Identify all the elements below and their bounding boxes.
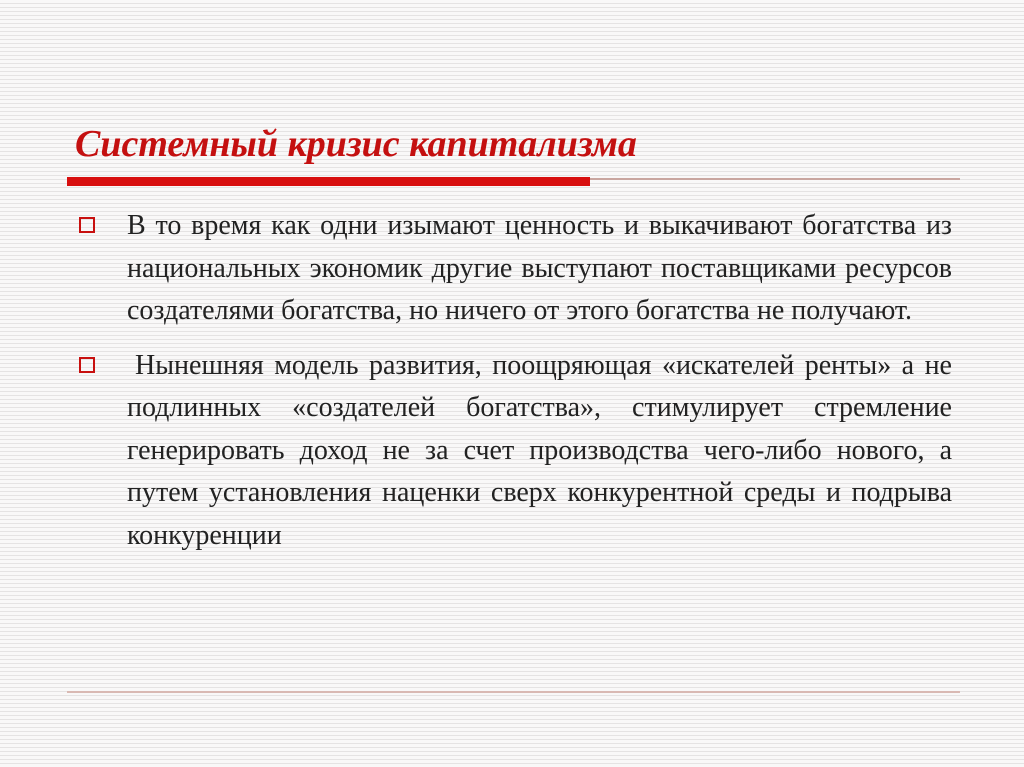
title-underline-rule [590, 178, 960, 180]
title-underline-bar [67, 177, 590, 186]
bullet-list [75, 205, 952, 569]
footer-rule [67, 691, 960, 693]
bullet-text: В то время как одни изымают ценность и выкачивают богатства из национальных экономик другие выступают поставщиками ресурсов создателями богатства, но ничего от этого богатства не получают. [127, 210, 952, 326]
slide-title: Системный кризис капитализма [75, 123, 637, 165]
square-bullet-icon [79, 357, 95, 373]
bullet-text: Нынешняя модель развития, поощряющая «искателей ренты» а не подлинных «создателей богатства», стимулирует стремление генерировать доход не за счет производства чего-либо нового, а путем установления наценки сверх конкурентной среды и подрыва конкуренции [127, 349, 952, 551]
bullet-item [75, 345, 952, 558]
square-bullet-icon [79, 217, 95, 233]
bullet-item [75, 205, 952, 333]
